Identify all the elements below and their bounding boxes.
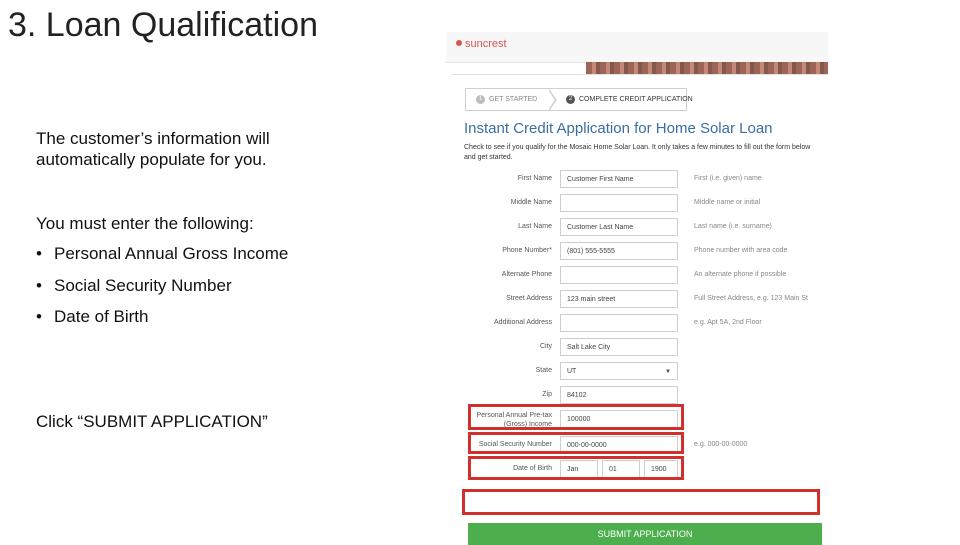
bullet-dob: Date of Birth [54, 307, 149, 326]
alternate-phone-field[interactable] [560, 266, 678, 284]
dob-highlight-box [468, 456, 684, 480]
step-complete-credit-application[interactable]: 2 COMPLETE CREDIT APPLICATION [566, 89, 693, 110]
form-row-last-name: Last Name Customer Last Name Last name (i.e. surname) [452, 216, 828, 238]
form-row-phone: Phone Number* (801) 555-5555 Phone number with area code [452, 240, 828, 262]
app-header [446, 32, 828, 63]
dob-year-field[interactable]: 1900 [644, 460, 678, 478]
dob-day-field[interactable]: 01 [602, 460, 640, 478]
click-instruction: Click “SUBMIT APPLICATION” [36, 412, 268, 431]
city-field[interactable]: Salt Lake City [560, 338, 678, 356]
bullet-income: Personal Annual Gross Income [54, 244, 289, 263]
income-highlight-box [468, 404, 684, 430]
zip-field[interactable]: 84102 [560, 386, 678, 404]
additional-address-field[interactable] [560, 314, 678, 332]
ssn-field[interactable]: 000-00-0000 [560, 436, 678, 454]
dropdown-arrow-icon: ▼ [665, 369, 671, 375]
step-get-started[interactable]: 1 GET STARTED [476, 89, 537, 110]
intro-text: The customer’s information will automatically populate for you. [36, 129, 270, 169]
submit-application-button[interactable]: SUBMIT APPLICATION [468, 523, 822, 545]
form-row-additional-address: Additional Address e.g. Apt 5A, 2nd Floor [452, 312, 828, 334]
list-item: • Personal Annual Gross Income [36, 244, 289, 263]
state-select[interactable]: UT ▼ [560, 362, 678, 380]
must-enter-text: You must enter the following: [36, 214, 254, 233]
application-description: Check to see if you qualify for the Mosaic Home Solar Loan. It only takes a few minutes to fill out the form below and get started. [464, 144, 811, 161]
ssn-highlight-box [468, 432, 684, 454]
gross-income-field[interactable]: 100000 [560, 410, 678, 428]
form-row-ssn: Social Security Number 000-00-0000 e.g. 000-00-0000 [452, 434, 828, 456]
form-row-dob: Date of Birth Jan 01 1900 [452, 458, 828, 480]
phone-number-field[interactable]: (801) 555-5555 [560, 242, 678, 260]
street-address-field[interactable]: 123 main street [560, 290, 678, 308]
form-row-first-name: First Name Customer First Name First (i.e. given) name [452, 168, 828, 190]
form-row-street-address: Street Address 123 main street Full Street Address, e.g. 123 Main St [452, 288, 828, 310]
dob-month-select[interactable]: Jan [560, 460, 598, 478]
middle-name-field[interactable] [560, 194, 678, 212]
required-fields-list [36, 244, 288, 339]
form-row-zip: Zip 84102 [452, 384, 828, 406]
form-row-city: City Salt Lake City [452, 336, 828, 358]
form-row-income: Personal Annual Pre-tax (Gross) Income 100000 [452, 408, 828, 430]
logo-icon [456, 40, 462, 46]
form-row-middle-name: Middle Name Middle name or initial [452, 192, 828, 214]
slide-title: 3. Loan Qualification [8, 6, 318, 44]
form-row-alternate-phone: Alternate Phone An alternate phone if possible [452, 264, 828, 286]
submit-highlight-box [462, 489, 820, 515]
form-row-state: State UT ▼ [452, 360, 828, 382]
first-name-field[interactable]: Customer First Name [560, 170, 678, 188]
list-item: • Date of Birth [36, 307, 149, 326]
progress-steps [465, 88, 693, 111]
list-item: • Social Security Number [36, 275, 232, 295]
bullet-ssn: Social Security Number [54, 275, 232, 295]
application-title: Instant Credit Application for Home Solar Loan [464, 120, 773, 137]
suncrest-logo: suncrest [456, 38, 507, 50]
last-name-field[interactable]: Customer Last Name [560, 218, 678, 236]
